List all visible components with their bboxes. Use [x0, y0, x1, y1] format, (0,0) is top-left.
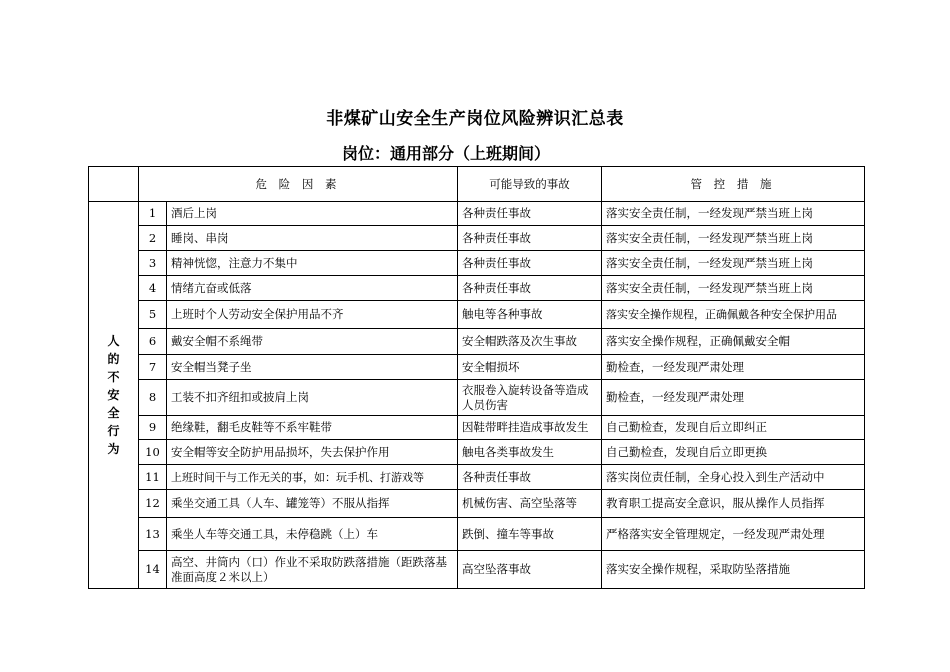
- row-number: 9: [139, 416, 167, 440]
- accident-cell: 各种责任事故: [458, 202, 602, 226]
- row-number: 13: [139, 518, 167, 551]
- page-title: 非煤矿山安全生产岗位风险辨识汇总表: [326, 109, 624, 129]
- table-row: [89, 202, 865, 226]
- category-char: 全: [107, 406, 120, 420]
- table-row: [89, 276, 865, 301]
- measure-cell: 教育职工提高安全意识，服从操作人员指挥: [602, 490, 865, 518]
- accident-cell: 安全帽跌落及次生事故: [458, 329, 602, 355]
- table-row: [89, 440, 865, 465]
- row-number: 7: [139, 355, 167, 380]
- measure-cell: 落实安全责任制，一经发现严禁当班上岗: [602, 226, 865, 251]
- table-row: [89, 465, 865, 490]
- measure-cell: 落实安全操作规程，正确佩戴各种安全保护用品: [602, 301, 865, 329]
- hazard-cell: 安全帽等安全防护用品损坏，失去保护作用: [167, 440, 458, 465]
- header-measures: 管 控 措 施: [602, 167, 865, 202]
- accident-cell: 触电各类事故发生: [458, 440, 602, 465]
- row-number: 14: [139, 551, 167, 589]
- hazard-cell: 高空、井筒内（口）作业不采取防跌落措施（距跌落基准面高度２米以上）: [167, 551, 458, 589]
- row-number: 5: [139, 301, 167, 329]
- table-row: [89, 416, 865, 440]
- accident-cell: 跌倒、撞车等事故: [458, 518, 602, 551]
- table-row: [89, 355, 865, 380]
- measure-cell: 勤检查，一经发现严肃处理: [602, 380, 865, 416]
- measure-cell: 自己勤检查，发现自后立即更换: [602, 440, 865, 465]
- header-accident: 可能导致的事故: [458, 167, 602, 202]
- table-row: [89, 380, 865, 416]
- measure-cell: 自己勤检查，发现自后立即纠正: [602, 416, 865, 440]
- hazard-cell: 安全帽当凳子坐: [167, 355, 458, 380]
- hazard-cell: 戴安全帽不系绳带: [167, 329, 458, 355]
- accident-cell: 衣服卷入旋转设备等造成人员伤害: [458, 380, 602, 416]
- hazard-cell: 酒后上岗: [167, 202, 458, 226]
- accident-cell: 机械伤害、高空坠落等: [458, 490, 602, 518]
- accident-cell: 安全帽损坏: [458, 355, 602, 380]
- hazard-cell: 情绪亢奋或低落: [167, 276, 458, 301]
- table-row: [89, 490, 865, 518]
- row-number: 6: [139, 329, 167, 355]
- table-row: [89, 329, 865, 355]
- hazard-cell: 精神恍惚，注意力不集中: [167, 251, 458, 276]
- measure-cell: 落实安全责任制，一经发现严禁当班上岗: [602, 251, 865, 276]
- row-number: 3: [139, 251, 167, 276]
- header-hazard: 危 险 因 素: [139, 167, 458, 202]
- hazard-cell: 绝缘鞋，翻毛皮鞋等不系牢鞋带: [167, 416, 458, 440]
- table-row: [89, 226, 865, 251]
- hazard-cell: 工装不扣齐纽扣或披肩上岗: [167, 380, 458, 416]
- measure-cell: 落实安全操作规程，正确佩戴安全帽: [602, 329, 865, 355]
- accident-cell: 各种责任事故: [458, 276, 602, 301]
- category-char: 不: [107, 370, 120, 384]
- accident-cell: 触电等各种事故: [458, 301, 602, 329]
- row-number: 8: [139, 380, 167, 416]
- measure-cell: 落实安全责任制，一经发现严禁当班上岗: [602, 202, 865, 226]
- measure-cell: 严格落实安全管理规定，一经发现严肃处理: [602, 518, 865, 551]
- row-number: 2: [139, 226, 167, 251]
- accident-cell: 因鞋带畔挂造成事故发生: [458, 416, 602, 440]
- category-char: 为: [107, 442, 120, 456]
- row-number: 1: [139, 202, 167, 226]
- category-char: 的: [107, 352, 120, 366]
- measure-cell: 落实安全操作规程，采取防坠落措施: [602, 551, 865, 589]
- table-row: [89, 251, 865, 276]
- hazard-cell: 上班时个人劳动安全保护用品不齐: [167, 301, 458, 329]
- accident-cell: 各种责任事故: [458, 465, 602, 490]
- accident-cell: 高空坠落事故: [458, 551, 602, 589]
- row-number: 12: [139, 490, 167, 518]
- row-number: 10: [139, 440, 167, 465]
- measure-cell: 落实安全责任制，一经发现严禁当班上岗: [602, 276, 865, 301]
- category-cell: [89, 202, 139, 589]
- table-row: [89, 518, 865, 551]
- hazard-cell: 乘坐人车等交通工具，未停稳跳（上）车: [167, 518, 458, 551]
- measure-cell: 勤检查，一经发现严肃处理: [602, 355, 865, 380]
- category-char: 行: [107, 424, 120, 438]
- row-number: 11: [139, 465, 167, 490]
- category-char: 安: [107, 388, 120, 402]
- page-subtitle: 岗位：通用部分（上班期间）: [342, 144, 551, 163]
- hazard-cell: 乘坐交通工具（人车、罐笼等）不服从指挥: [167, 490, 458, 518]
- table-row: [89, 551, 865, 589]
- accident-cell: 各种责任事故: [458, 226, 602, 251]
- table-header-row: [89, 167, 865, 202]
- header-blank-cell: [89, 167, 139, 202]
- hazard-cell: 上班时间干与工作无关的事，如：玩手机、打游戏等: [167, 465, 458, 490]
- row-number: 4: [139, 276, 167, 301]
- accident-cell: 各种责任事故: [458, 251, 602, 276]
- table-row: [89, 301, 865, 329]
- measure-cell: 落实岗位责任制，全身心投入到生产活动中: [602, 465, 865, 490]
- risk-table: [88, 166, 865, 589]
- hazard-cell: 睡岗、串岗: [167, 226, 458, 251]
- category-char: 人: [107, 334, 120, 348]
